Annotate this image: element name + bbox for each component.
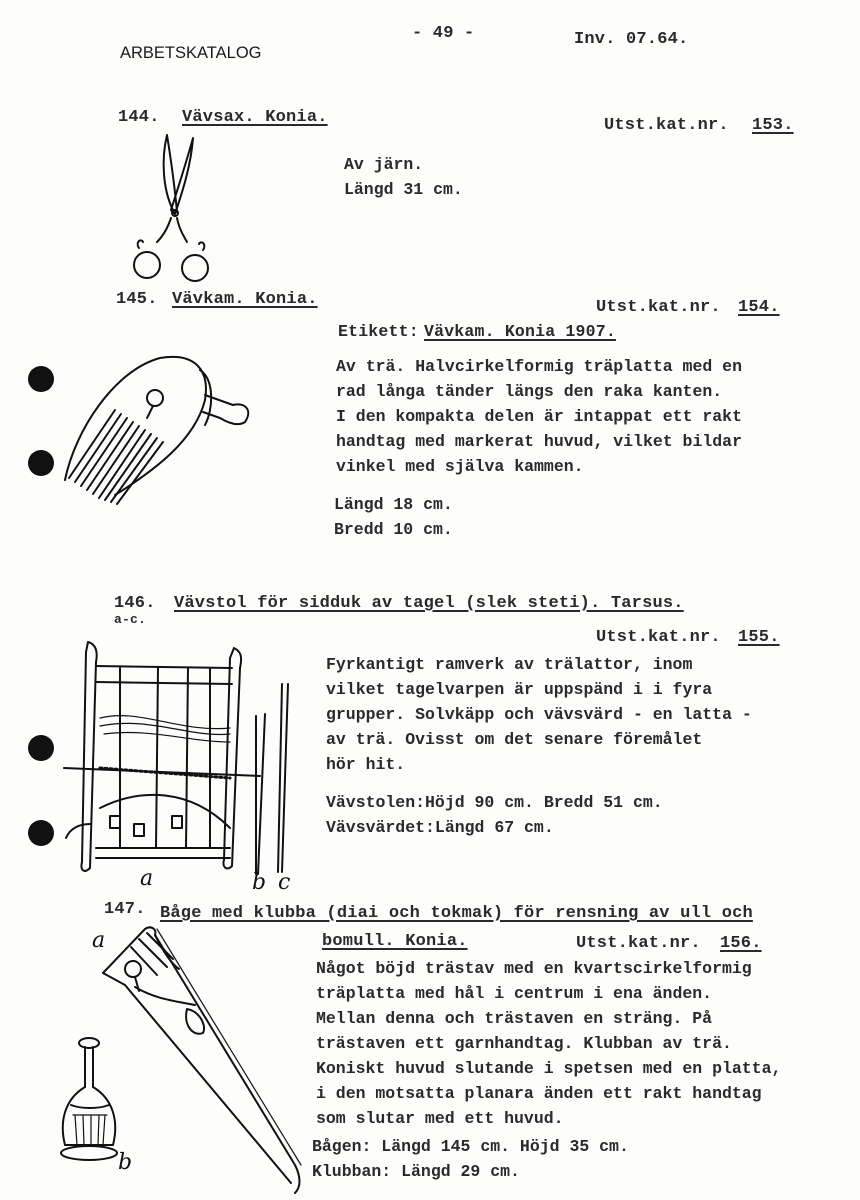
entry-title-line-1: Båge med klubba (diai och tokmak) för rensning av ull och — [160, 904, 753, 923]
description-line: Av trä. Halvcirkelformig träplatta med en — [336, 357, 742, 376]
measurement-line: Vävsvärdet:Längd 67 cm. — [326, 818, 554, 837]
entry-measurements — [334, 492, 453, 542]
binder-hole — [28, 820, 54, 846]
catalog-label: ARBETSKATALOG — [120, 44, 262, 62]
illustration-label-a: a — [140, 866, 154, 891]
label-prefix: Etikett: — [338, 322, 419, 341]
exhibit-label: Utst.kat.nr. — [604, 116, 729, 135]
loom-illustration — [60, 638, 300, 878]
entry-title: Vävkam. Konia. — [172, 290, 318, 309]
description-line: av trä. Ovisst om det senare föremålet — [326, 730, 703, 749]
exhibit-label: Utst.kat.nr. — [576, 934, 701, 953]
description-line: Koniskt huvud slutande i spetsen med en platta, — [316, 1059, 782, 1078]
binder-hole — [28, 735, 54, 761]
measurement-line: Bredd 10 cm. — [334, 520, 453, 539]
description-line: rad långa tänder längs den raka kanten. — [336, 382, 723, 401]
exhibit-number: 156. — [720, 934, 762, 953]
measurement-line: Klubban: Längd 29 cm. — [312, 1162, 520, 1181]
exhibit-number: 154. — [738, 298, 780, 317]
scissors-illustration — [125, 130, 225, 290]
description-line: hör hit. — [326, 755, 406, 774]
entry-description — [326, 652, 752, 777]
description-line: vilket tagelvarpen är uppspänd i i fyra — [326, 680, 713, 699]
description-line: grupper. Solvkäpp och vävsvärd - en latta - — [326, 705, 752, 724]
description-line: som slutar med ett huvud. — [316, 1109, 564, 1128]
binder-hole — [28, 450, 54, 476]
measurement-line: Bågen: Längd 145 cm. Höjd 35 cm. — [312, 1137, 629, 1156]
entry-number: 145. — [116, 290, 158, 309]
description-line: Mellan denna och trästaven en sträng. På — [316, 1009, 713, 1028]
measurement-line: Vävstolen:Höjd 90 cm. Bredd 51 cm. — [326, 793, 663, 812]
description-line: I den kompakta delen är intappat ett rakt — [336, 407, 742, 426]
description-line: handtag med markerat huvud, vilket bildar — [336, 432, 742, 451]
entry-title-line-2: bomull. Konia. — [322, 932, 468, 951]
illustration-label-b: b — [252, 870, 267, 895]
label-text: Vävkam. Konia 1907. — [424, 322, 616, 341]
entry-description — [316, 956, 781, 1131]
description-line: trästaven ett garnhandtag. Klubban av trä. — [316, 1034, 732, 1053]
page-number: - 49 - — [412, 24, 475, 43]
entry-description — [336, 354, 742, 479]
mallet-illustration — [55, 1035, 125, 1175]
entry-measurements — [326, 790, 663, 840]
entry-sub-items: a-c. — [114, 612, 147, 627]
entry-number: 146. — [114, 594, 156, 613]
binder-hole — [28, 366, 54, 392]
entry-number: 147. — [104, 900, 146, 919]
exhibit-label: Utst.kat.nr. — [596, 298, 721, 317]
description-line: Något böjd trästav med en kvartscirkelformig — [316, 959, 752, 978]
illustration-label-c: c — [278, 870, 291, 895]
description-line: träplatta med hål i centrum i ena änden. — [316, 984, 713, 1003]
description-line: vinkel med själva kammen. — [336, 457, 584, 476]
exhibit-number: 155. — [738, 628, 780, 647]
exhibit-label: Utst.kat.nr. — [596, 628, 721, 647]
exhibit-number: 153. — [752, 116, 794, 135]
description-line: Längd 31 cm. — [344, 180, 463, 199]
entry-title: Vävstol för sidduk av tagel (slek steti). Tarsus. — [174, 594, 684, 613]
entry-number: 144. — [118, 108, 160, 127]
illustration-label-b: b — [118, 1150, 133, 1175]
measurement-line: Längd 18 cm. — [334, 495, 453, 514]
entry-measurements — [312, 1134, 629, 1184]
inventory-ref: Inv. 07.64. — [574, 30, 689, 49]
illustration-label-a: a — [92, 928, 106, 953]
description-line: Av järn. — [344, 155, 424, 174]
entry-title: Vävsax. Konia. — [182, 108, 328, 127]
description-line: Fyrkantigt ramverk av trälattor, inom — [326, 655, 693, 674]
description-line: i den motsatta planara änden ett rakt handtag — [316, 1084, 762, 1103]
entry-description — [344, 152, 463, 202]
comb-illustration — [55, 350, 255, 500]
